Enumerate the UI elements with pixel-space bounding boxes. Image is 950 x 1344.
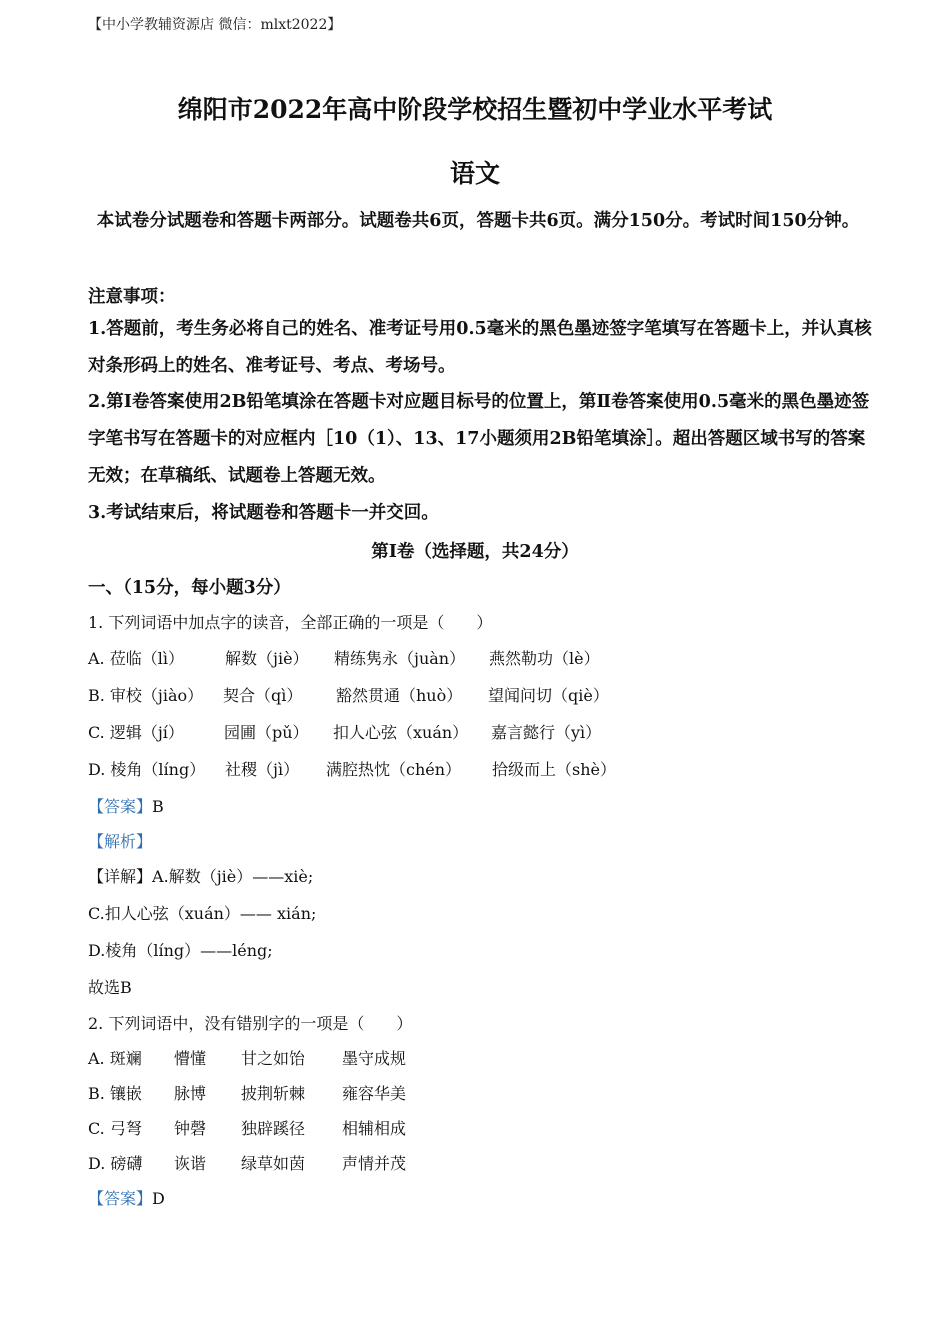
q2-option-c-1: C. 弓弩 [88,1119,142,1138]
q1-option-b-3: 豁然贯通（huò） [336,686,463,705]
q1-option-c-1: C. 逻辑（jí） [88,723,184,742]
note-item-2: 2.第Ⅰ卷答案使用2B铅笔填涂在答题卡对应题目标号的位置上，第Ⅱ卷答案使用0.5毫米的黑色墨迹签字笔书写在答题卡的对应框内［10（1）、13、17小题须用2B铅笔填涂］。超出答题区域书写的答案无效；在草稿纸、试题卷上答题无效。 [88,392,870,486]
detail-label: 详解 [104,867,137,886]
watermark: 【中小学教辅资源店 微信：mlxt2022】 [88,17,342,33]
q2-option-b-4: 雍容华美 [342,1084,407,1103]
q1-answer: 【答案】B [88,797,164,816]
subject-title: 语文 [449,159,500,188]
q2-option-c-3: 独辟蹊径 [241,1119,306,1138]
q2-option-d-1: D. 磅礴 [88,1154,143,1173]
q1-option-d-1: D. 棱角（líng） [88,760,206,779]
q1-option-c-2: 园圃（pǔ） [224,723,309,742]
analysis-label: 解析 [104,832,137,851]
q1-option-b-2: 契合（qì） [223,686,303,705]
answer-value: D [152,1189,165,1208]
q2-answer: 【答案】D [88,1189,165,1208]
note-item-3: 3.考试结束后，将试题卷和答题卡一并交回。 [88,503,439,523]
q1-option-b-4: 望闻问切（qiè） [488,686,609,705]
q1-option-d-4: 拾级而上（shè） [492,760,616,779]
q2-option-d-2: 诙谐 [174,1154,207,1173]
q1-option-a-1: A. 莅临（lì） [88,649,184,668]
q1-option-c-3: 扣人心弦（xuán） [333,723,469,742]
q1-option-a-3: 精练隽永（juàn） [334,649,466,668]
q1-detail-line-2: C.扣人心弦（xuán）—— xián; [88,904,317,923]
part-title: 一、（15分，每小题3分） [88,578,291,598]
exam-title: 绵阳市2022年高中阶段学校招生暨初中学业水平考试 [177,95,773,124]
q1-detail-line-3: D.棱角（líng）——léng; [88,941,273,960]
q2-option-b-3: 披荆斩棘 [241,1084,306,1103]
q2-option-b-1: B. 镶嵌 [88,1084,142,1103]
q2-option-c-2: 钟磬 [174,1119,207,1138]
q2-option-c-4: 相辅相成 [342,1119,407,1138]
note-item-1: 1.答题前，考生务必将自己的姓名、准考证号用0.5毫米的黑色墨迹签字笔填写在答题卡上，并认真核对条形码上的姓名、准考证号、考点、考场号。 [88,319,872,376]
q1-analysis-heading: 【解析】 [88,832,153,851]
question-2-stem: 2. 下列词语中，没有错别字的一项是（ ） [88,1014,413,1033]
answer-value: B [152,797,164,816]
q2-option-a-1: A. 斑斓 [88,1049,142,1068]
q1-option-a-2: 解数（jiè） [225,649,309,668]
q2-option-a-4: 墨守成规 [342,1049,407,1068]
q1-conclusion: 故选B [88,978,132,997]
answer-label: 答案 [104,797,137,816]
section-title: 第Ⅰ卷（选择题，共24分） [371,542,579,562]
intro-paragraph: 本试卷分试题卷和答题卡两部分。试题卷共6页，答题卡共6页。满分150分。考试时间150分钟。 [96,211,860,231]
notes-title: 注意事项： [88,287,176,307]
q1-detail-line-1: 【详解】A.解数（jiè）——xiè; [88,867,314,886]
q1-option-b-1: B. 审校（jiào） [88,686,204,705]
answer-label: 答案 [104,1189,137,1208]
q2-option-a-3: 甘之如饴 [241,1049,306,1068]
q2-option-b-2: 脉博 [174,1084,207,1103]
q2-option-d-4: 声情并茂 [342,1154,407,1173]
q1-option-d-2: 社稷（jì） [225,760,300,779]
q1-option-a-4: 燕然勒功（lè） [489,649,600,668]
detail-text-1: A.解数（jiè）——xiè; [152,867,314,886]
q1-option-d-3: 满腔热忱（chén） [326,760,462,779]
question-1-stem: 1. 下列词语中加点字的读音，全部正确的一项是（ ） [88,613,493,632]
q2-option-d-3: 绿草如茵 [241,1154,306,1173]
q2-option-a-2: 懵懂 [174,1049,207,1068]
q1-option-c-4: 嘉言懿行（yì） [491,723,602,742]
